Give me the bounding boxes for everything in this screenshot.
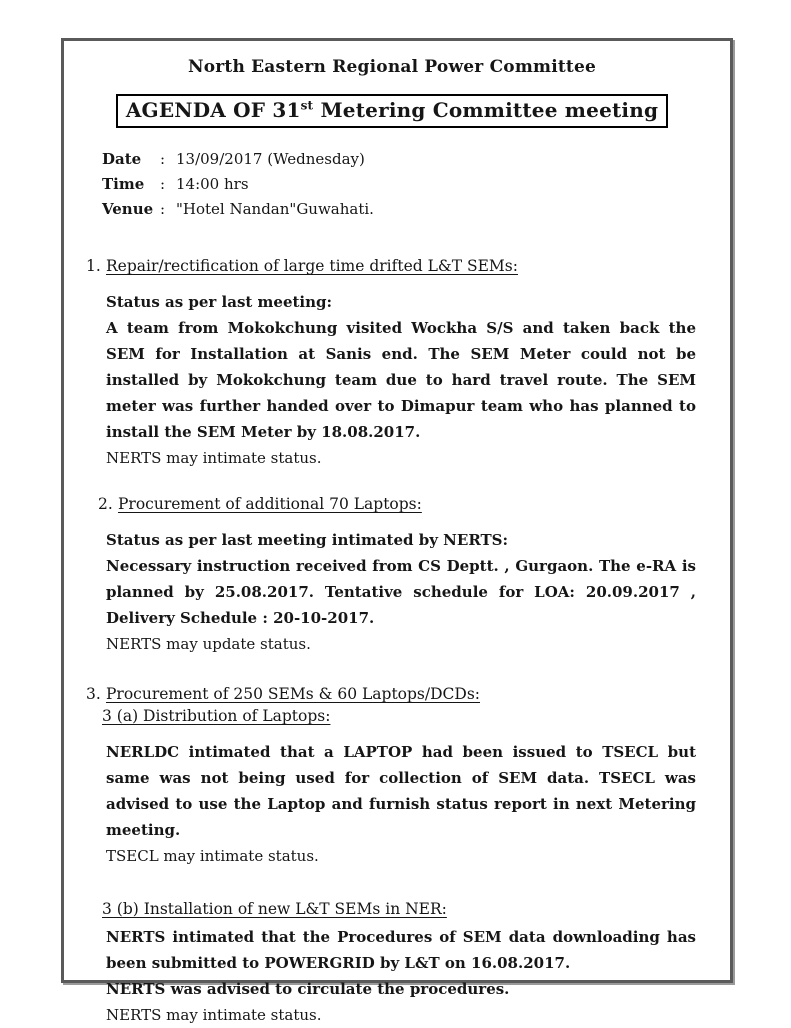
time-colon: : xyxy=(160,175,166,193)
date-label: Date xyxy=(102,150,142,168)
date-value: 13/09/2017 (Wednesday) xyxy=(176,150,365,168)
section-1-number: 1. xyxy=(86,257,101,275)
meta-row-time xyxy=(102,172,698,197)
section-1-title: Repair/rectification of large time drifted L&T SEMs: xyxy=(106,257,518,275)
time-value: 14:00 hrs xyxy=(176,175,249,193)
section-3a-body xyxy=(106,739,696,869)
section-1-body xyxy=(106,289,696,471)
meta-row-venue xyxy=(102,197,698,222)
venue-value: "Hotel Nandan"Guwahati. xyxy=(176,200,374,218)
section-1 xyxy=(86,255,698,471)
section-1-paragraph: A team from Mokokchung visited Wockha S/S and taken back the SEM for Installation at Sanis end. The SEM Meter could not be installed by Mokokchung team due to hard travel route. The SEM meter was further handed over to Dimapur team who has planned to install the SEM Meter by 18.08.2017. xyxy=(106,319,696,441)
date-colon: : xyxy=(160,150,166,168)
section-2-paragraph: Necessary instruction received from CS Deptt. , Gurgaon. The e-RA is planned by 25.08.2017. Tentative schedule for LOA: 20.09.2017 , Delivery Schedule : 20-10-2017. xyxy=(106,557,696,627)
agenda-title-ordinal: st xyxy=(300,98,314,113)
section-3b-subheading: 3 (b) Installation of new L&T SEMs in NER: xyxy=(102,900,447,918)
section-1-heading xyxy=(86,255,698,277)
section-3b-advice: NERTS was advised to circulate the procedures. xyxy=(106,980,510,998)
venue-label: Venue xyxy=(102,200,154,218)
section-2-heading xyxy=(98,493,698,515)
section-2-title: Procurement of additional 70 Laptops: xyxy=(118,495,422,513)
agenda-title-box xyxy=(116,94,668,128)
document-page xyxy=(61,38,733,1024)
section-3b xyxy=(86,898,698,1028)
venue-colon: : xyxy=(160,200,166,218)
section-3-heading xyxy=(86,683,698,705)
section-3b-paragraph: NERTS intimated that the Procedures of SEM data downloading has been submitted to POWERGRID by L&T on 16.08.2017. xyxy=(106,928,696,972)
org-title: North Eastern Regional Power Committee xyxy=(187,57,597,77)
meeting-meta xyxy=(102,147,698,222)
section-3b-action: NERTS may intimate status. xyxy=(106,1006,322,1024)
section-2-number: 2. xyxy=(98,495,113,513)
time-label: Time xyxy=(102,175,145,193)
section-1-action: NERTS may intimate status. xyxy=(106,449,322,467)
agenda-title-text: AGENDA OF 31 xyxy=(125,98,301,122)
section-3 xyxy=(86,683,698,869)
section-3a-subheading: 3 (a) Distribution of Laptops: xyxy=(102,707,331,725)
section-3-title: Procurement of 250 SEMs & 60 Laptops/DCDs: xyxy=(106,685,480,703)
section-2-status-label: Status as per last meeting intimated by NERTS: xyxy=(106,531,509,549)
section-2 xyxy=(86,493,698,657)
section-3a-action: TSECL may intimate status. xyxy=(106,847,319,865)
section-1-status-label: Status as per last meeting: xyxy=(106,293,333,311)
section-3a-paragraph: NERLDC intimated that a LAPTOP had been issued to TSECL but same was not being used for collection of SEM data. TSECL was advised to use the Laptop and furnish status report in next Metering meeting. xyxy=(106,743,696,839)
section-3b-body xyxy=(106,924,696,1028)
meta-row-date xyxy=(102,147,698,172)
section-3-number: 3. xyxy=(86,685,101,703)
agenda-title-suffix: Metering Committee meeting xyxy=(313,98,659,122)
section-2-body xyxy=(106,527,696,657)
section-2-action: NERTS may update status. xyxy=(106,635,311,653)
